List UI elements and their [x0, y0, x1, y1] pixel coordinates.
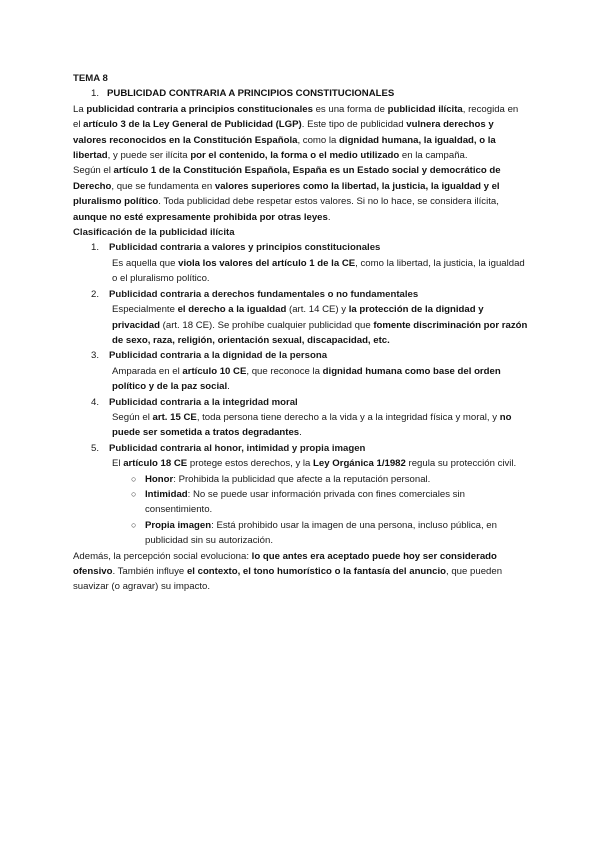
- text-run: .: [299, 427, 302, 439]
- bold-text: dignidad humana como base del orden político y de la paz social: [112, 365, 501, 393]
- item-title: Publicidad contraria al honor, intimidad y propia imagen: [109, 442, 366, 454]
- item-title: Publicidad contraria a valores y principios constitucionales: [109, 242, 381, 254]
- text-run: regula su protección civil.: [405, 458, 517, 470]
- item-number: 4.: [91, 396, 100, 408]
- item-number: 5.: [91, 442, 100, 454]
- bold-text: la protección de la dignidad y privacidad: [112, 304, 484, 331]
- text-run: (art. 18 CE). Se prohíbe cualquier publicidad que: [160, 319, 374, 331]
- text-run: .: [227, 381, 230, 393]
- text-run: La: [73, 103, 87, 115]
- item-number: 1.: [91, 242, 100, 254]
- item-body: [109, 302, 528, 348]
- sub-item-text: : Prohibida la publicidad que afecte a la reputación personal.: [173, 473, 431, 485]
- constitution-paragraph: [73, 163, 528, 225]
- text-run: (art. 14 CE) y: [286, 304, 349, 316]
- bold-text: vulnera derechos y valores reconocidos en la Constitución Española: [73, 119, 494, 146]
- bold-text: el contexto, el tono humorístico o la fantasía del anuncio: [186, 566, 447, 577]
- classification-item: [73, 348, 528, 394]
- classification-item: [73, 287, 528, 349]
- bold-text: valores superiores como la libertad, la justicia, la igualdad y el pluralismo político: [73, 180, 500, 208]
- classification-heading: Clasificación de la publicidad ilícita: [73, 227, 235, 239]
- section-number: 1.: [91, 88, 100, 100]
- text-run: El: [112, 458, 124, 470]
- item-body: [109, 456, 528, 471]
- document-heading: TEMA 8: [73, 73, 108, 84]
- hollow-circle-bullet-icon: ○: [131, 488, 137, 499]
- bold-text: publicidad contraria a principios constitucionales: [86, 103, 313, 115]
- bold-text: el derecho a la igualdad: [177, 304, 287, 316]
- hollow-circle-bullet-icon: ○: [131, 473, 137, 484]
- bold-text: fomente discriminación por razón de sexo, raza, religión, orientación sexual, discapacidad, etc.: [112, 319, 528, 346]
- bold-text: artículo 1 de la Constitución Española, España es un Estado social y democrático de Derecho: [73, 165, 501, 192]
- closing-paragraph: [73, 549, 528, 595]
- text-run: Además, la percepción social evoluciona:: [73, 550, 252, 562]
- item-body: [109, 256, 528, 287]
- text-run: . Toda publicidad debe respetar estos valores. Si no lo hace, se considera ilícita,: [158, 196, 499, 208]
- item-body: [109, 410, 528, 441]
- bold-text: publicidad ilícita: [387, 103, 463, 115]
- text-run: Según el: [112, 411, 153, 423]
- item-body: [109, 364, 528, 395]
- text-run: , que pueden suavizar (o agravar) su impacto.: [73, 566, 503, 593]
- bold-text: Ley Orgánica 1/1982: [313, 458, 406, 470]
- sub-list-item: [131, 518, 528, 549]
- bold-text: aunque no esté expresamente prohibida por otras leyes: [73, 211, 328, 223]
- sub-item-label: Intimidad: [145, 488, 188, 500]
- sub-item-text: : Está prohibido usar la imagen de una persona, incluso pública, en publicidad sin su autorización.: [145, 519, 497, 547]
- text-run: en la campaña.: [399, 150, 468, 162]
- item-title: Publicidad contraria a la dignidad de la persona: [109, 350, 328, 362]
- text-run: Amparada en el: [112, 365, 183, 377]
- text-run: , que se fundamenta en: [111, 180, 215, 192]
- classification-list: [73, 240, 528, 548]
- text-run: Según el: [73, 165, 114, 177]
- bold-text: artículo 18 CE: [123, 458, 188, 470]
- bold-text: art. 15 CE: [152, 411, 197, 423]
- text-run: , como la libertad, la justicia, la igualdad o el pluralismo político.: [112, 257, 525, 285]
- text-run: . También influye: [112, 566, 187, 577]
- classification-item: [73, 395, 528, 441]
- intro-paragraph: [73, 102, 528, 164]
- text-run: . Este tipo de publicidad: [301, 119, 407, 131]
- item-title: Publicidad contraria a la integridad moral: [109, 396, 298, 408]
- bold-text: viola los valores del artículo 1 de la CE: [178, 257, 356, 269]
- bold-text: artículo 10 CE: [182, 365, 247, 377]
- item-title: Publicidad contraria a derechos fundamentales o no fundamentales: [109, 288, 419, 300]
- section-title-text: PUBLICIDAD CONTRARIA A PRINCIPIOS CONSTITUCIONALES: [107, 88, 395, 100]
- text-run: es una forma de: [312, 103, 388, 115]
- bold-text: por el contenido, la forma o el medio utilizado: [190, 150, 400, 162]
- section-title: [73, 86, 528, 101]
- text-run: , y puede ser ilícita: [107, 150, 191, 162]
- bold-text: dignidad humana, la igualdad, o la libertad: [73, 134, 496, 162]
- text-run: , como la: [297, 134, 340, 146]
- text-run: Especialmente: [112, 304, 178, 316]
- text-run: , toda persona tiene derecho a la vida y a la integridad física y moral, y: [196, 411, 500, 423]
- classification-item: [73, 441, 528, 549]
- sub-list: [109, 472, 528, 549]
- item-number: 3.: [91, 350, 100, 362]
- text-run: , recogida en el: [73, 103, 519, 131]
- sub-list-item: [131, 487, 528, 518]
- bold-text: artículo 3 de la Ley General de Publicidad (LGP): [83, 119, 302, 131]
- document-content: [73, 71, 528, 595]
- sub-item-label: Honor: [145, 473, 174, 485]
- bold-text: lo que antes era aceptado puede hoy ser considerado ofensivo: [73, 550, 497, 577]
- text-run: Es aquella que: [112, 257, 179, 269]
- sub-item-text: : No se puede usar información privada con fines comerciales sin consentimiento.: [145, 488, 465, 516]
- bold-text: no puede ser sometida a tratos degradantes: [112, 411, 512, 439]
- classification-item: [73, 240, 528, 286]
- sub-item-label: Propia imagen: [145, 519, 212, 531]
- item-number: 2.: [91, 288, 100, 300]
- sub-list-item: [131, 472, 528, 487]
- hollow-circle-bullet-icon: ○: [131, 519, 137, 530]
- text-run: protege estos derechos, y la: [187, 458, 314, 470]
- text-run: .: [327, 211, 331, 223]
- text-run: , que reconoce la: [246, 365, 323, 377]
